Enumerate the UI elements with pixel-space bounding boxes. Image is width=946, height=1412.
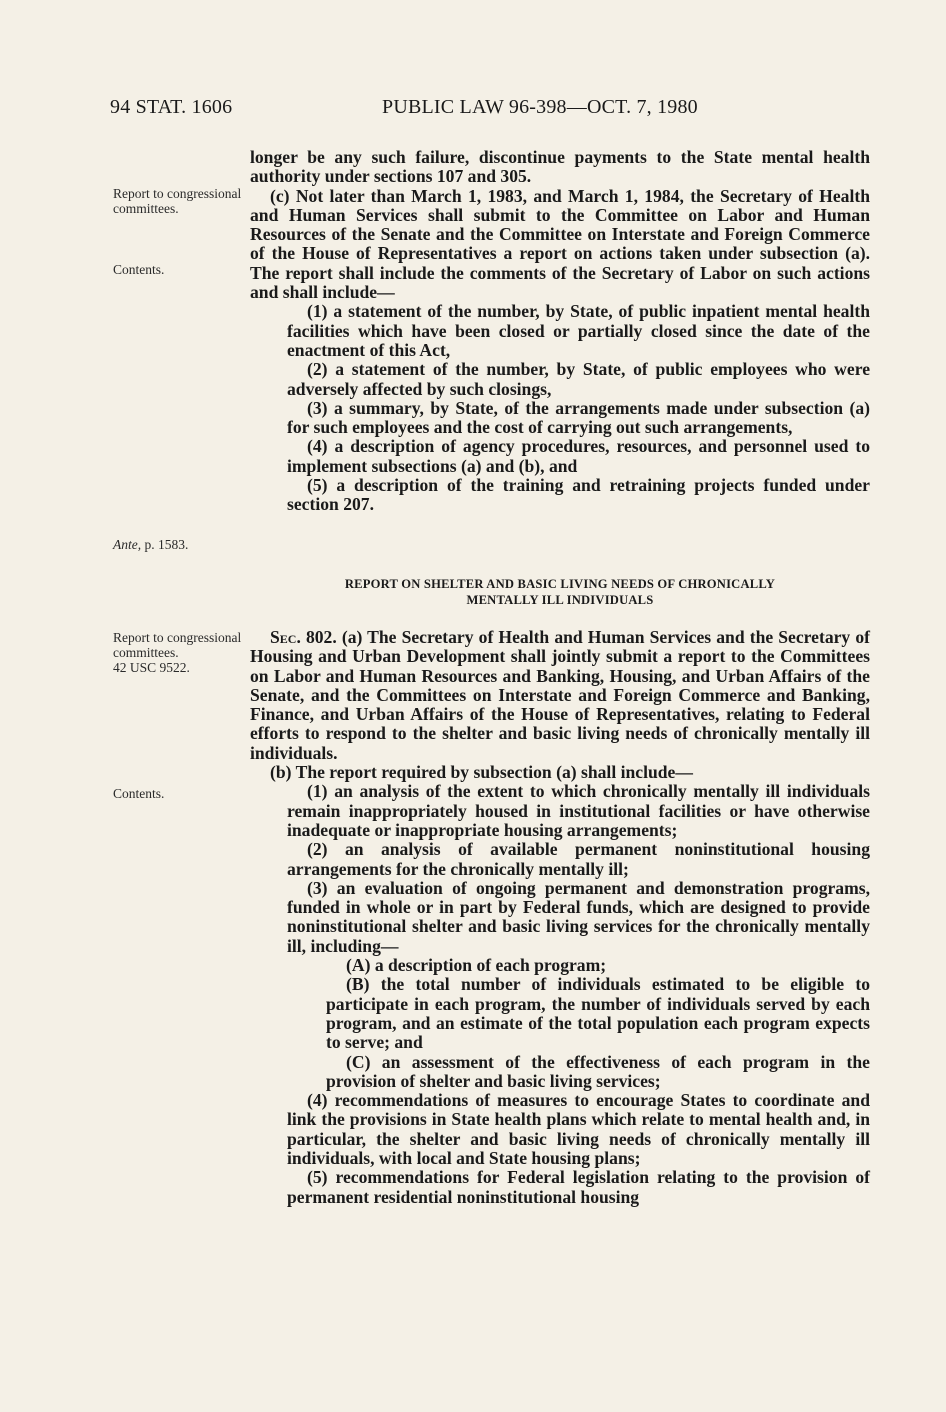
margin-note-ante xyxy=(113,537,243,552)
paragraph-continuation: longer be any such failure, discontinue payments to the State mental health authority under sections 107 and 305. xyxy=(250,147,870,187)
section-802-body xyxy=(250,628,870,1207)
public-law-title: PUBLIC LAW 96-398—OCT. 7, 1980 xyxy=(382,96,698,118)
list-item: (4) a description of agency procedures, resources, and personnel used to implement subsections (a) and (b), and xyxy=(287,436,870,476)
list-item: (1) a statement of the number, by State, of public inpatient mental health facilities which have been closed or partially closed since the date of the enactment of this Act, xyxy=(287,301,870,360)
margin-note-ante-page: p. 1583. xyxy=(141,537,189,552)
sub-list-item: (C) an assessment of the effectiveness of each program in the provision of shelter and basic living services; xyxy=(326,1051,870,1091)
statute-page-number: 94 STAT. 1606 xyxy=(110,96,233,118)
page-header xyxy=(110,96,870,126)
margin-note-report-2-text: Report to congressional committees. xyxy=(113,630,242,660)
margin-note-ante-italic: Ante, xyxy=(113,537,142,552)
margin-note-usc: 42 USC 9522. xyxy=(113,660,190,675)
list-item: (5) a description of the training and retraining projects funded under section 207. xyxy=(287,475,870,515)
list-item: (3) an evaluation of ongoing permanent and demonstration programs, funded in whole or in part by Federal funds, which are designed to provide noninstitutional shelter and basic living services for the chronically mentally ill, including— xyxy=(287,877,870,956)
list-item: (5) recommendations for Federal legislation relating to the provision of permanent residential noninstitutional housing xyxy=(287,1167,870,1207)
margin-note-contents: Contents. xyxy=(113,262,165,277)
sub-list-item: (A) a description of each program; xyxy=(346,955,607,976)
paragraph-b: (b) The report required by subsection (a) shall include— xyxy=(270,762,693,783)
margin-note-contents-2: Contents. xyxy=(113,786,165,801)
list-item: (3) a summary, by State, of the arrangements made under subsection (a) for such employees and the cost of carrying out such arrangements, xyxy=(287,397,870,438)
paragraph-a-text: (a) The Secretary of Health and Human Services and the Secretary of Housing and Urban Development shall jointly submit a report to the Committees on Labor and Human Resources and Banking, Housing, and Urban Affairs of the Senate, and the Committees on Interstate and Foreign Commerce and Banking, Finance, and Urban Affairs of the House of Representatives, relating to Federal efforts to respond to the shelter and basic living needs of chronically mentally ill individuals. xyxy=(250,627,870,763)
margin-note-report-2 xyxy=(113,630,243,675)
section-heading-line-1: REPORT ON SHELTER AND BASIC LIVING NEEDS OF CHRONICALLY xyxy=(344,577,776,591)
section-801-body xyxy=(250,148,870,515)
list-item: (1) an analysis of the extent to which chronically mentally ill individuals remain inappropriately housed in institutional facilities or have otherwise inadequate or inappropriate housing arrangements; xyxy=(287,781,870,840)
list-item: (2) an analysis of available permanent noninstitutional housing arrangements for the chronically mentally ill; xyxy=(287,839,870,879)
list-item: (4) recommendations of measures to encourage States to coordinate and link the provisions in State health plans which relate to mental health and, in particular, the shelter and basic living needs of chronically mentally ill individuals, with local and State housing plans; xyxy=(287,1090,870,1169)
paragraph-a xyxy=(250,628,870,763)
paragraph-c: (c) Not later than March 1, 1983, and March 1, 1984, the Secretary of Health and Human Services shall submit to the Committee on Labor and Human Resources of the Senate and the Committee on Interstate and Foreign Commerce of the House of Representatives a report on actions taken under subsection (a). The report shall include the comments of the Secretary of Labor on such actions and shall include— xyxy=(250,185,870,303)
section-heading-line-2: MENTALLY ILL INDIVIDUALS xyxy=(466,593,654,607)
section-label: Sec. 802. xyxy=(270,627,337,647)
margin-note-report: Report to congressional committees. xyxy=(113,186,242,216)
section-heading xyxy=(250,576,870,608)
list-item: (2) a statement of the number, by State, of public employees who were adversely affected by such closings, xyxy=(287,359,870,399)
sub-list-item: (B) the total number of individuals estimated to be eligible to participate in each program, the number of individuals served by each program, and an estimate of the total population each program expects to serve; and xyxy=(326,974,870,1053)
